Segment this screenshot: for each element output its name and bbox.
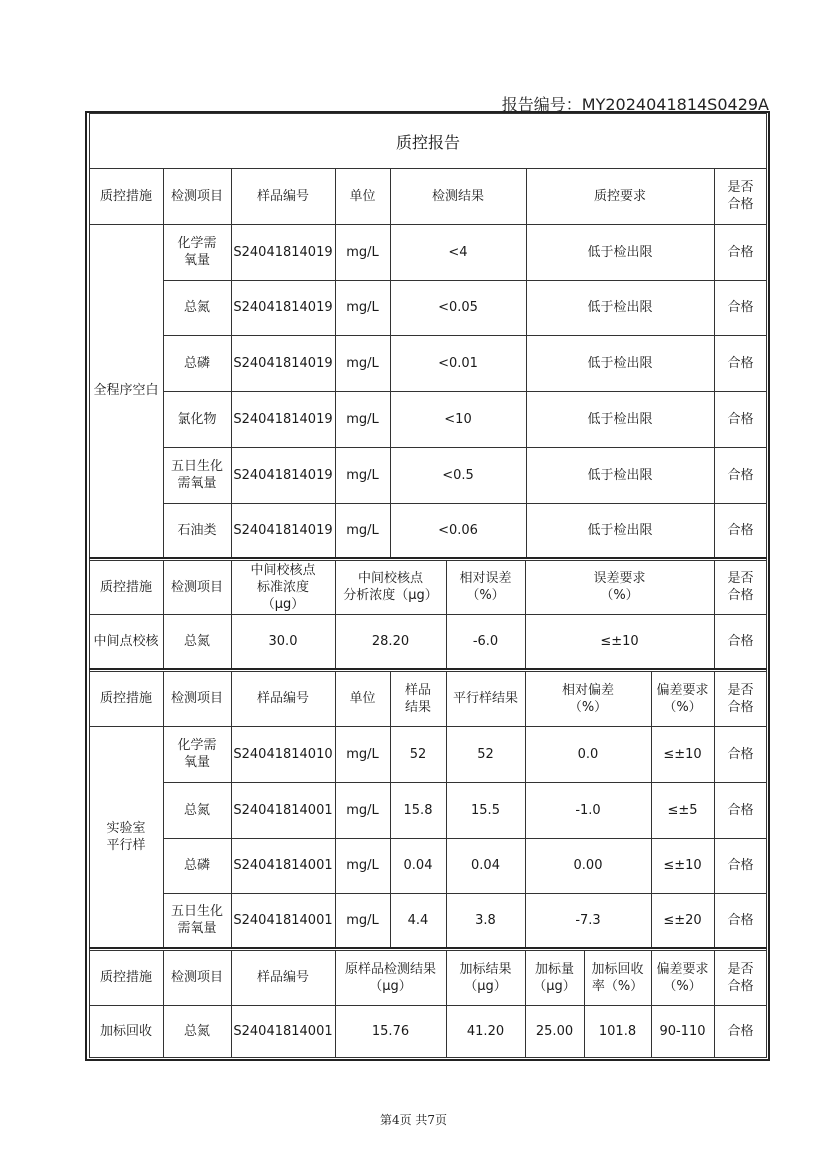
- row-divider: [89, 557, 767, 559]
- table-cell: mg/L: [346, 746, 379, 762]
- table-cell: ≤±10: [663, 858, 702, 873]
- table-cell: 0.04: [403, 858, 433, 873]
- table-cell: 总氮: [183, 633, 210, 649]
- header-cell: 中间校核点 分析浓度（μg）: [343, 571, 438, 603]
- table-cell: mg/L: [346, 802, 379, 818]
- table-cell: 41.20: [466, 1024, 505, 1039]
- table-cell: <4: [448, 244, 468, 260]
- table-cell: 合格: [727, 633, 754, 649]
- table-cell: <0.06: [438, 522, 478, 538]
- report-title: 质控报告: [395, 132, 460, 152]
- header-cell: 检测项目: [170, 579, 223, 595]
- table-cell: 低于检出限: [587, 355, 653, 371]
- table-cell: 15.8: [403, 802, 433, 818]
- table-cell: 氯化物: [177, 411, 217, 427]
- header-cell: 偏差要求 （%）: [656, 682, 709, 715]
- table-cell: 4.4: [407, 912, 429, 928]
- row-divider: [89, 947, 767, 949]
- table-cell: S24041814019: [233, 411, 333, 427]
- row-divider: [89, 668, 767, 670]
- header-cell: 单位: [349, 691, 376, 706]
- header-cell: 质控措施: [99, 970, 152, 985]
- table-cell: 合格: [727, 411, 754, 427]
- group-label-cell: 实验室 平行样: [106, 820, 146, 853]
- table-cell: 3.8: [475, 912, 496, 928]
- header-cell: 样品编号: [256, 691, 309, 706]
- header-cell: 加标回收 率（%）: [591, 961, 644, 994]
- table-cell: <10: [444, 411, 472, 427]
- table-cell: 52: [477, 746, 494, 762]
- table-cell: S24041814019: [233, 300, 333, 315]
- header-cell: 检测结果: [431, 188, 484, 204]
- table-cell: 合格: [727, 522, 754, 538]
- table-cell: 15.5: [471, 802, 500, 818]
- table-cell: mg/L: [346, 411, 379, 427]
- table-cell: S24041814001: [233, 802, 333, 818]
- table-cell: -7.3: [575, 912, 601, 928]
- table-cell: 合格: [727, 355, 754, 371]
- table-cell: ≤±10: [600, 633, 639, 649]
- table-cell: 28.20: [371, 633, 410, 649]
- table-cell: -6.0: [472, 633, 499, 649]
- header-cell: 样品 结果: [404, 682, 431, 715]
- table-cell: -1.0: [575, 802, 601, 818]
- header-cell: 质控措施: [99, 579, 152, 595]
- header-cell: 是否 合格: [727, 682, 754, 715]
- header-cell: 检测项目: [170, 691, 223, 706]
- table-cell: <0.5: [442, 467, 474, 483]
- table-cell: <0.01: [438, 355, 478, 371]
- table-cell: ≤±5: [667, 802, 698, 818]
- table-cell: 15.76: [371, 1024, 410, 1039]
- table-cell: S24041814001: [233, 858, 333, 873]
- table-cell: 中间点校核: [93, 633, 159, 649]
- table-cell: mg/L: [346, 355, 379, 371]
- table-cell: 化学需 氧量: [177, 738, 217, 770]
- table-cell: 加标回收: [99, 1024, 152, 1039]
- table-cell: S24041814010: [233, 746, 333, 762]
- table-cell: mg/L: [346, 300, 379, 315]
- header-cell: 中间校核点 标准浓度 （μg）: [250, 562, 316, 612]
- header-cell: 加标结果 （μg）: [459, 961, 512, 994]
- table-cell: 合格: [727, 300, 754, 315]
- table-cell: S24041814019: [233, 522, 333, 538]
- table-cell: 合格: [727, 858, 754, 873]
- table-cell: 总磷: [183, 355, 210, 371]
- header-cell: 相对偏差 （%）: [561, 682, 614, 715]
- table-cell: S24041814019: [233, 244, 333, 260]
- table-cell: mg/L: [346, 912, 379, 928]
- table-cell: 30.0: [268, 633, 298, 649]
- page-number: 第4页 共7页: [379, 1113, 448, 1127]
- table-cell: 石油类: [177, 522, 217, 538]
- group-label-cell: 全程序空白: [93, 383, 159, 398]
- table-cell: 低于检出限: [587, 300, 653, 315]
- table-cell: 25.00: [535, 1024, 574, 1039]
- header-cell: 质控措施: [99, 691, 152, 706]
- table-cell: 总氮: [183, 802, 210, 818]
- table-cell: S24041814001: [233, 1024, 333, 1039]
- table-cell: 合格: [727, 746, 754, 762]
- header-cell: 误差要求 （%）: [593, 571, 646, 603]
- table-cell: 总氮: [183, 300, 210, 315]
- header-cell: 原样品检测结果 （μg）: [344, 961, 436, 994]
- header-cell: 单位: [349, 188, 376, 204]
- table-cell: S24041814019: [233, 355, 333, 371]
- table-cell: 0.04: [471, 858, 500, 873]
- header-cell: 加标量 （μg）: [533, 961, 576, 994]
- table-cell: 52: [409, 746, 427, 762]
- table-cell: <0.05: [438, 300, 478, 315]
- table-cell: 化学需 氧量: [177, 236, 217, 268]
- header-cell: 是否 合格: [727, 571, 754, 603]
- table-cell: mg/L: [346, 467, 379, 483]
- table-cell: 低于检出限: [587, 411, 653, 427]
- table-cell: mg/L: [346, 858, 379, 873]
- table-cell: 合格: [727, 1024, 754, 1039]
- header-cell: 质控措施: [99, 188, 152, 204]
- table-cell: 五日生化 需氧量: [170, 459, 223, 491]
- header-cell: 检测项目: [170, 188, 223, 204]
- table-cell: 低于检出限: [587, 522, 653, 538]
- table-cell: mg/L: [346, 244, 379, 260]
- table-cell: 五日生化 需氧量: [170, 904, 223, 936]
- table-cell: ≤±10: [663, 746, 702, 762]
- header-cell: 相对误差 （%）: [459, 571, 512, 603]
- header-cell: 是否 合格: [727, 961, 754, 994]
- table-cell: 合格: [727, 467, 754, 483]
- header-cell: 样品编号: [256, 970, 309, 985]
- table-cell: 101.8: [598, 1024, 637, 1039]
- table-cell: 合格: [727, 802, 754, 818]
- table-cell: 0.0: [577, 746, 599, 762]
- table-cell: 合格: [727, 244, 754, 260]
- table-cell: ≤±20: [663, 912, 702, 928]
- header-cell: 质控要求: [593, 188, 646, 204]
- table-cell: S24041814001: [233, 912, 333, 928]
- table-cell: mg/L: [346, 522, 379, 538]
- table-cell: 总氮: [183, 1024, 210, 1039]
- table-cell: 低于检出限: [587, 467, 653, 483]
- table-cell: 合格: [727, 912, 754, 928]
- header-cell: 偏差要求 （%）: [656, 961, 709, 994]
- header-cell: 平行样结果: [452, 691, 518, 706]
- table-cell: 低于检出限: [587, 244, 653, 260]
- table-cell: S24041814019: [233, 467, 333, 483]
- header-cell: 是否 合格: [727, 180, 754, 212]
- report-number: 报告编号：MY2024041814S0429A: [501, 95, 769, 114]
- table-cell: 90-110: [659, 1024, 706, 1039]
- header-cell: 检测项目: [170, 970, 223, 985]
- table-cell: 总磷: [183, 858, 210, 873]
- header-cell: 样品编号: [256, 188, 309, 204]
- table-cell: 0.00: [573, 858, 603, 873]
